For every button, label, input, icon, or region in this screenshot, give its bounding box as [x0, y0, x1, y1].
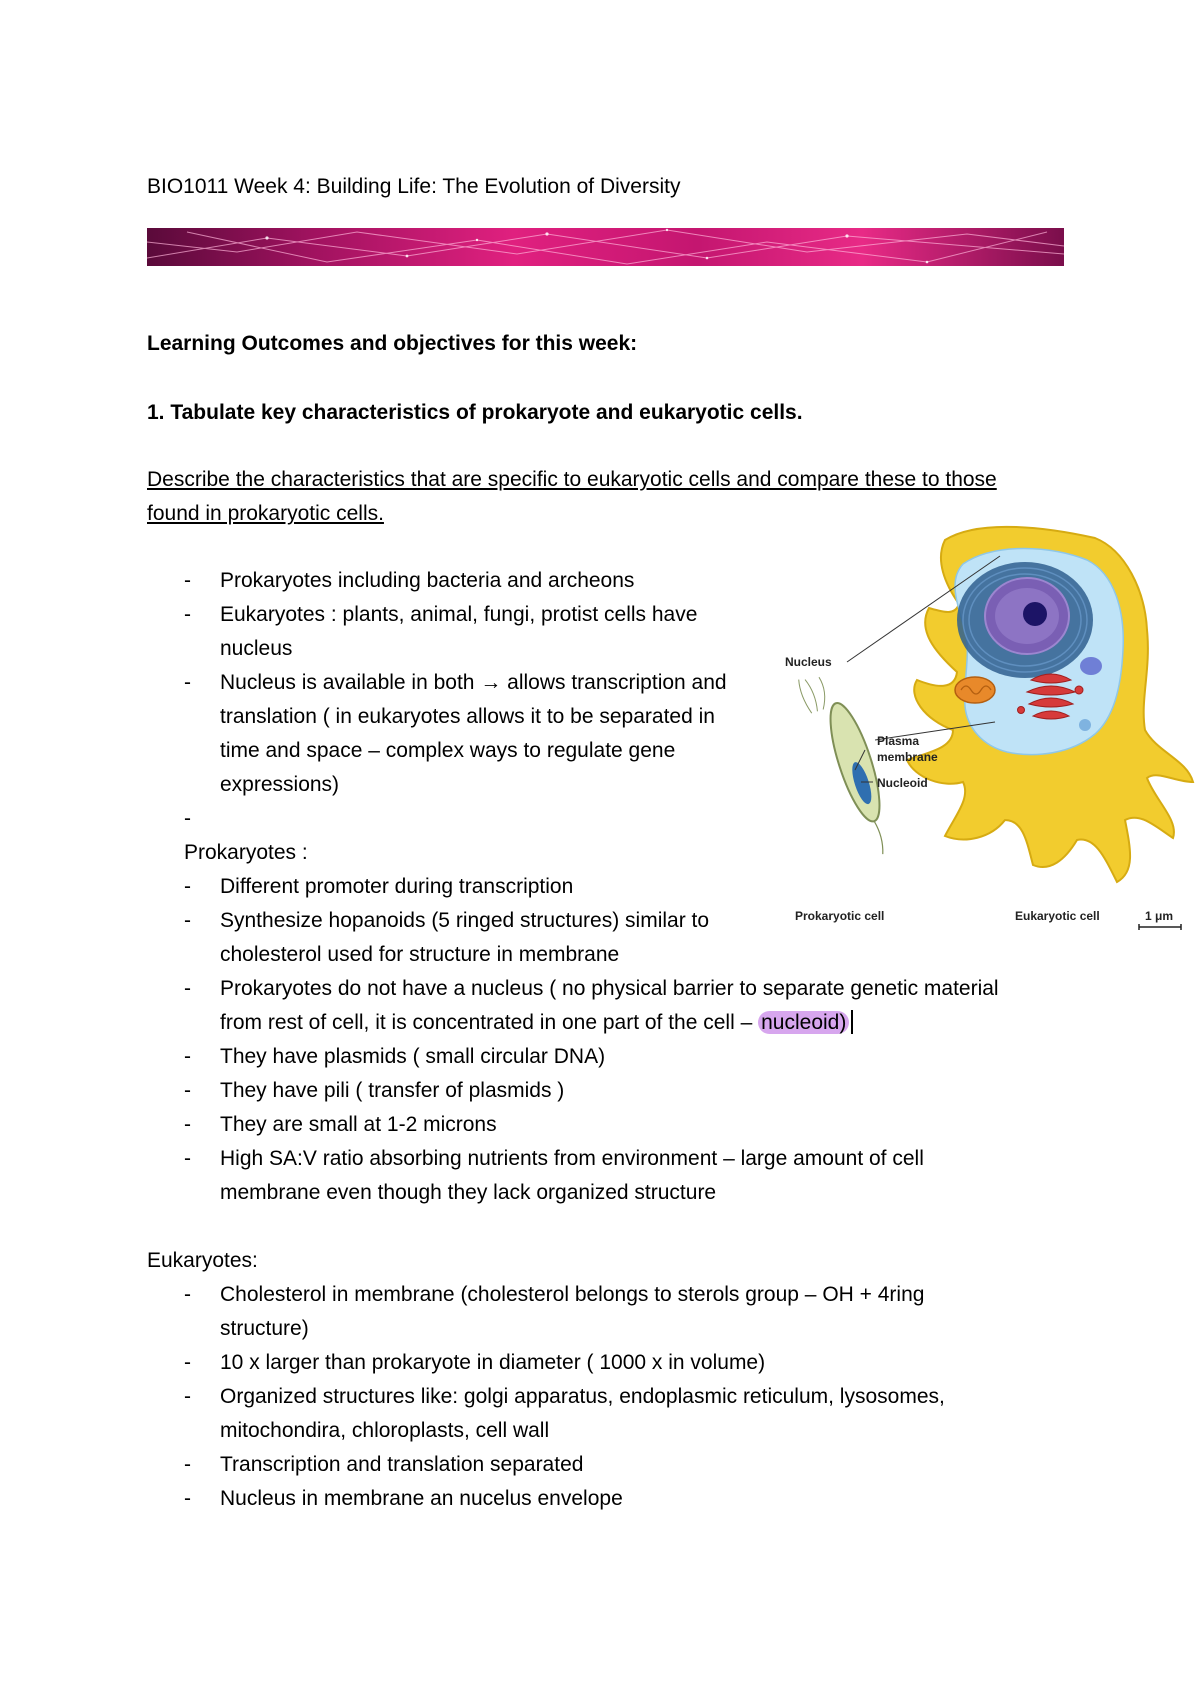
list-item-continuation: membrane even though they lack organized structure — [220, 1181, 717, 1204]
label-membrane: membrane — [877, 750, 938, 764]
prokaryotic-cell — [797, 666, 900, 863]
list-item-continuation: from rest of cell, it is concentrated in one part of the cell – nucleoid) — [147, 1006, 999, 1040]
label-nucleus: Nucleus — [785, 655, 832, 669]
text-cursor — [851, 1010, 853, 1034]
list-item-continuation: expressions) — [220, 773, 340, 796]
list-item: - They have pili ( transfer of plasmids ) — [184, 1079, 565, 1102]
describe-line-1: Describe the characteristics that are specific to eukaryotic cells and compare these to those — [147, 468, 997, 491]
list-item: - Different promoter during transcription — [184, 875, 574, 898]
list-item-continuation: translation ( in eukaryotes allows it to be separated in — [220, 705, 715, 728]
eukaryote-bullet-list — [147, 1278, 945, 1516]
label-eukaryotic-cell: Eukaryotic cell — [1015, 909, 1100, 923]
scale-bar — [1139, 924, 1181, 930]
list-item-continuation: time and space – complex ways to regulate gene — [220, 739, 676, 762]
intro-bullet-list: - Prokaryotes including bacteria and archeons - Eukaryotes : plants, animal, fungi, protist cells have nucleus - Nucleus is available in both → allows transcription and translation ( in eukaryotes allows it to be separated in time and space – complex ways to regulate gene expressions) - — [147, 564, 727, 802]
list-item: - They are small at 1-2 microns — [184, 1113, 497, 1136]
list-item-continuation: nucleus — [220, 637, 293, 660]
list-item: - Transcription and translation separated — [184, 1453, 584, 1476]
list-item-continuation: mitochondira, chloroplasts, cell wall — [220, 1419, 550, 1442]
list-item: - Prokaryotes do not have a nucleus ( no physical barrier to separate genetic material — [184, 977, 999, 1000]
list-item: - Synthesize hopanoids (5 ringed structures) similar to — [184, 909, 710, 932]
list-item: - Nucleus is available in both → allows transcription and — [184, 671, 727, 694]
label-prokaryotic-cell: Prokaryotic cell — [795, 909, 885, 923]
banner-lines-graphic — [147, 228, 1064, 266]
nucleolus — [1023, 602, 1047, 626]
eukaryotes-heading: Eukaryotes: — [147, 1249, 258, 1272]
list-item: - Organized structures like: golgi apparatus, endoplasmic reticulum, lysosomes, — [184, 1385, 945, 1408]
list-item: - Prokaryotes including bacteria and archeons — [184, 569, 635, 592]
list-item: - Eukaryotes : plants, animal, fungi, protist cells have — [184, 603, 698, 626]
objective-1: 1. Tabulate key characteristics of prokaryote and eukaryotic cells. — [147, 401, 803, 424]
list-item: - They have plasmids ( small circular DNA) — [184, 1045, 606, 1068]
list-item-continuation: structure) — [220, 1317, 309, 1340]
cell-comparison-figure — [785, 520, 1195, 940]
label-nucleoid: Nucleoid — [877, 776, 928, 790]
list-item: - 10 x larger than prokaryote in diameter ( 1000 x in volume) — [184, 1351, 766, 1374]
learning-outcomes-heading: Learning Outcomes and objectives for this week: — [147, 332, 638, 355]
list-item-continuation: cholesterol used for structure in membrane — [220, 943, 620, 966]
label-scale-bar: 1 μm — [1145, 909, 1174, 923]
prokaryotes-heading: Prokaryotes : — [184, 841, 308, 864]
list-item: - Cholesterol in membrane (cholesterol belongs to sterols group – OH + 4ring — [184, 1283, 925, 1306]
document-title: BIO1011 Week 4: Building Life: The Evolution of Diversity — [147, 175, 681, 198]
highlighted-term: nucleoid) — [758, 1011, 849, 1034]
list-item: - Nucleus in membrane an nucelus envelope — [184, 1487, 623, 1510]
list-item: - High SA:V ratio absorbing nutrients from environment – large amount of cell — [184, 1147, 924, 1170]
decorative-banner — [147, 228, 1064, 266]
label-plasma: Plasma — [877, 734, 920, 748]
describe-line-2: found in prokaryotic cells. — [147, 502, 384, 525]
